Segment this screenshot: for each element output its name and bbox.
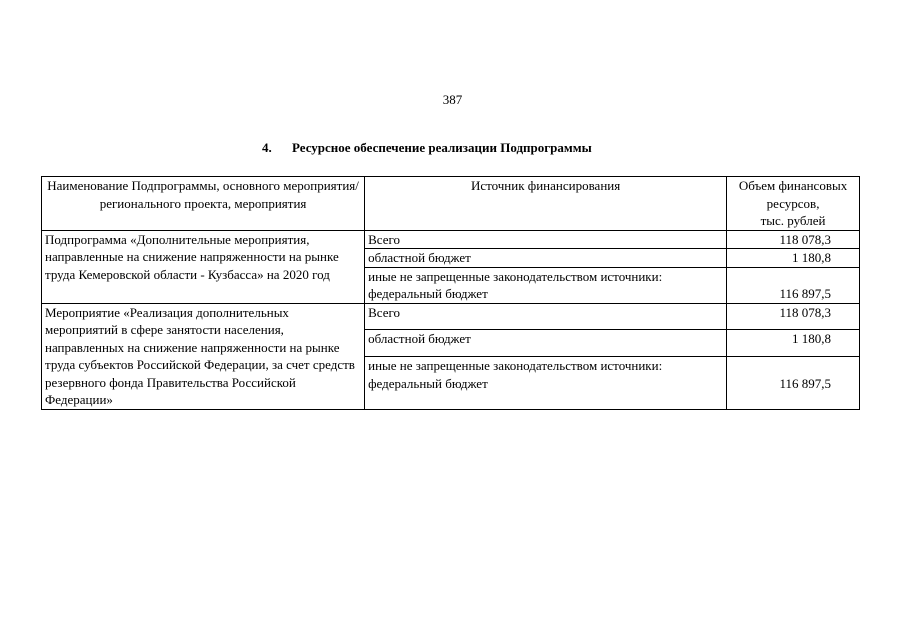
amount-federal-budget-value: 116 897,5	[779, 375, 831, 391]
page-number: 387	[442, 92, 463, 107]
amount-federal-budget: 116 897,5	[727, 267, 860, 303]
header-name: Наименование Подпрограммы, основного мероприятия/ регионального проекта, мероприятия	[42, 177, 365, 231]
source-regional-budget: областной бюджет	[365, 330, 727, 357]
amount-federal-budget	[727, 357, 860, 409]
row-name-subprogram: Подпрограмма «Дополнительные мероприятия, направленные на снижение напряженности на рынке труда Кемеровской области - Кузбасса» на 2020 год	[42, 230, 365, 303]
header-amount-line3: тыс. рублей	[760, 213, 826, 228]
header-amount-line1: Объем финансовых	[738, 178, 848, 193]
source-other-line1: иные не запрещенные законодательством источники:	[368, 358, 663, 374]
source-regional-budget: областной бюджет	[365, 249, 727, 268]
source-other-line1: иные не запрещенные законодательством источники:	[368, 268, 663, 284]
source-total: Всего	[365, 230, 727, 249]
header-amount	[727, 177, 860, 231]
source-other-line2: федеральный бюджет	[368, 375, 488, 391]
section-title	[262, 140, 592, 156]
amount-regional-budget: 1 180,8	[727, 249, 860, 268]
table-row	[42, 303, 860, 330]
section-number: 4.	[262, 140, 272, 155]
amount-total: 118 078,3	[727, 303, 860, 330]
source-other	[365, 267, 727, 303]
section-title-text: Ресурсное обеспечение реализации Подпрограммы	[292, 140, 592, 155]
table-row	[42, 230, 860, 249]
source-total: Всего	[365, 303, 727, 330]
header-amount-line2: ресурсов,	[766, 195, 820, 211]
amount-regional-budget: 1 180,8	[727, 330, 860, 357]
source-other-line2: федеральный бюджет	[368, 286, 488, 301]
header-source: Источник финансирования	[365, 177, 727, 231]
row-name-measure: Мероприятие «Реализация дополнительных мероприятий в сфере занятости населения, направленных на снижение напряженности на рынке труда субъектов Российской Федерации, за счет средств резервного фонда Правительства Российской Федерации»	[42, 303, 365, 409]
source-other	[365, 357, 727, 409]
resource-table	[41, 176, 860, 410]
amount-total: 118 078,3	[727, 230, 860, 249]
table-header-row	[42, 177, 860, 231]
